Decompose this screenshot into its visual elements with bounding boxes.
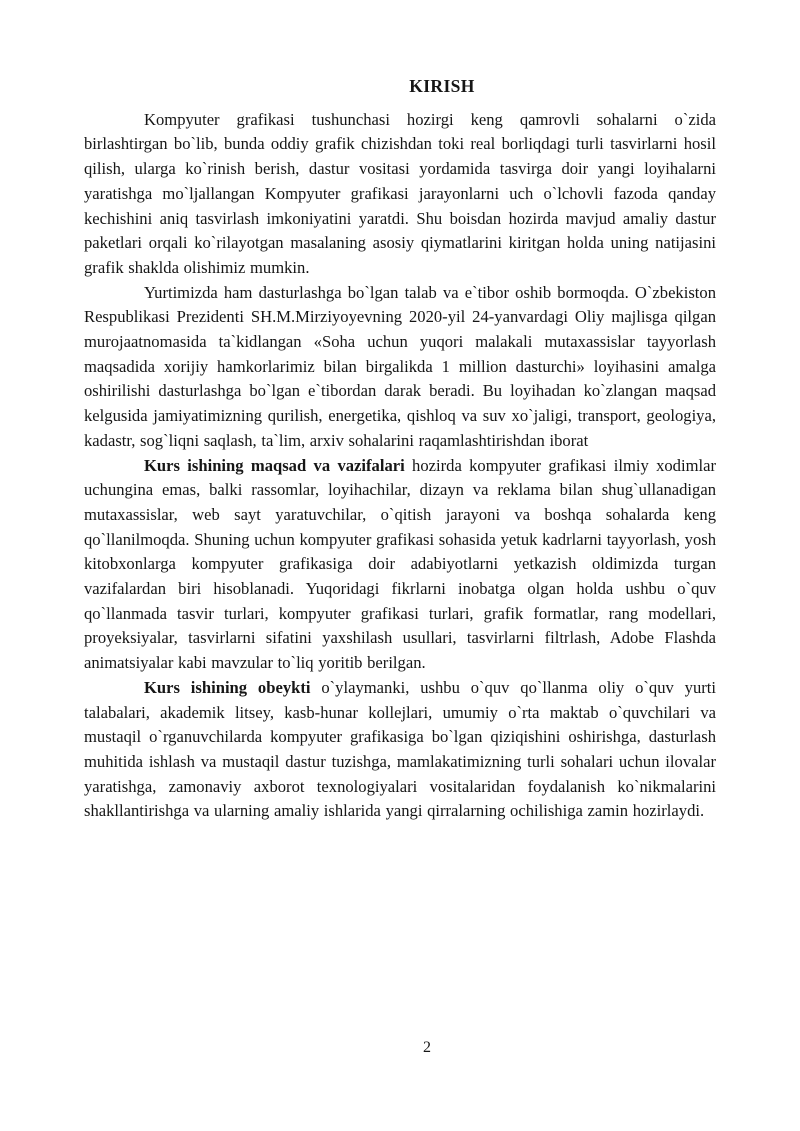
paragraph bbox=[84, 454, 716, 676]
page-title: KIRISH bbox=[409, 76, 475, 96]
text-run: Kompyuter grafikasi tushunchasi hozirgi keng qamrovli sohalarni o`zida birlashtirgan bo`lib, bunda oddiy grafik chizishdan toki real borliqdagi turli tasvirlarni hosil qilish, ularga ko`rinish berish, dastur vositasi yordamida tasvirga doir yangi loyihalarni yaratishga mo`ljallangan Kompyuter grafikasi jarayonlarni uch o`lchovli fazoda qanday kechishini aniq tasvirlash imkoniyatini yaratdi. Shu boisdan hozirda mavjud amaliy dastur paketlari orqali ko`rilayotgan masalaning asosiy qiymatlarini kiritgan holda uning natijasini grafik shaklda olishimiz mumkin. bbox=[84, 109, 716, 277]
paragraph bbox=[84, 108, 716, 281]
text-run: hozirda kompyuter grafikasi ilmiy xodimlar uchungina emas, balki rassomlar, loyihachilar, dizayn va reklama bilan shug`ullanadigan mutaxassislar, web sayt yaratuvchilar, o`qitish jarayoni va boshqa sohalarda keng qo`llanilmoqda. Shuning uchun kompyuter grafikasi sohasida yetuk kadrlarni tayyorlash, yosh kitobxonlarga kompyuter grafikasiga doir adabiyotlarni yetkazish oldimizda turgan vazifalardan biri hisoblanadi. Yuqoridagi fikrlarni inobatga olgan holda ushbu o`quv qo`llanmada tasvir turlari, kompyuter grafikasi turlari, grafik formatlar, rang modellari, proyeksiyalar, tasvirlarni sifatini yaxshilash usullari, tasvirlarni filtrlash, Adobe Flashda animatsiyalar kabi mavzular to`liq yoritib berilgan. bbox=[84, 455, 717, 673]
text-run: o`ylaymanki, ushbu o`quv qo`llanma oliy o`quv yurti talabalari, akademik litsey, kasb-hunar kollejlari, umumiy o`rta maktab o`quvchilari va mustaqil o`rganuvchilarda kompyuter grafikasiga bo`lgan qiziqishini oshirishga, dasturlash muhitida ishlash va mustaqil dastur tuzishga, mamlakatimizning turli sohalari uchun ilovalar yaratishga, zamonaviy axborot texnologiyalari vositalaridan foydalanish ko`nikmalarini shakllantirishga va ularning amaliy ishlarida yangi qirralarning ochilishiga zamin hozirlaydi. bbox=[84, 677, 716, 821]
bold-text-run: Kurs ishining maqsad va vazifalari bbox=[144, 455, 405, 475]
page-number: 2 bbox=[423, 1039, 431, 1056]
paragraph bbox=[84, 676, 716, 824]
text-run: Yurtimizda ham dasturlashga bo`lgan talab va e`tibor oshib bormoqda. O`zbekiston Respublikasi Prezidenti SH.M.Mirziyoyevning 2020-yil 24-yanvardagi Oliy majlisga qilgan murojaatnomasida ta`kidlangan «Soha uchun yuqori malakali mutaxassislar tayyorlash maqsadida xorijiy hamkorlarimiz bilan birgalikda 1 million dasturchi» loyihasini amalga oshirilishi dasturlashga bo`lgan e`tibordan darak beradi. Bu loyihadan ko`zlangan maqsad kelgusida jamiyatimizning qurilish, energetika, qishloq va suv xo`jaligi, transport, geologiya, kadastr, sog`liqni saqlash, ta`lim, arxiv sohalarini raqamlashtirishdan iborat bbox=[84, 282, 716, 450]
document-body bbox=[84, 108, 716, 824]
bold-text-run: Kurs ishining obeykti bbox=[144, 677, 311, 697]
document-content bbox=[84, 0, 716, 824]
paragraph bbox=[84, 281, 716, 454]
